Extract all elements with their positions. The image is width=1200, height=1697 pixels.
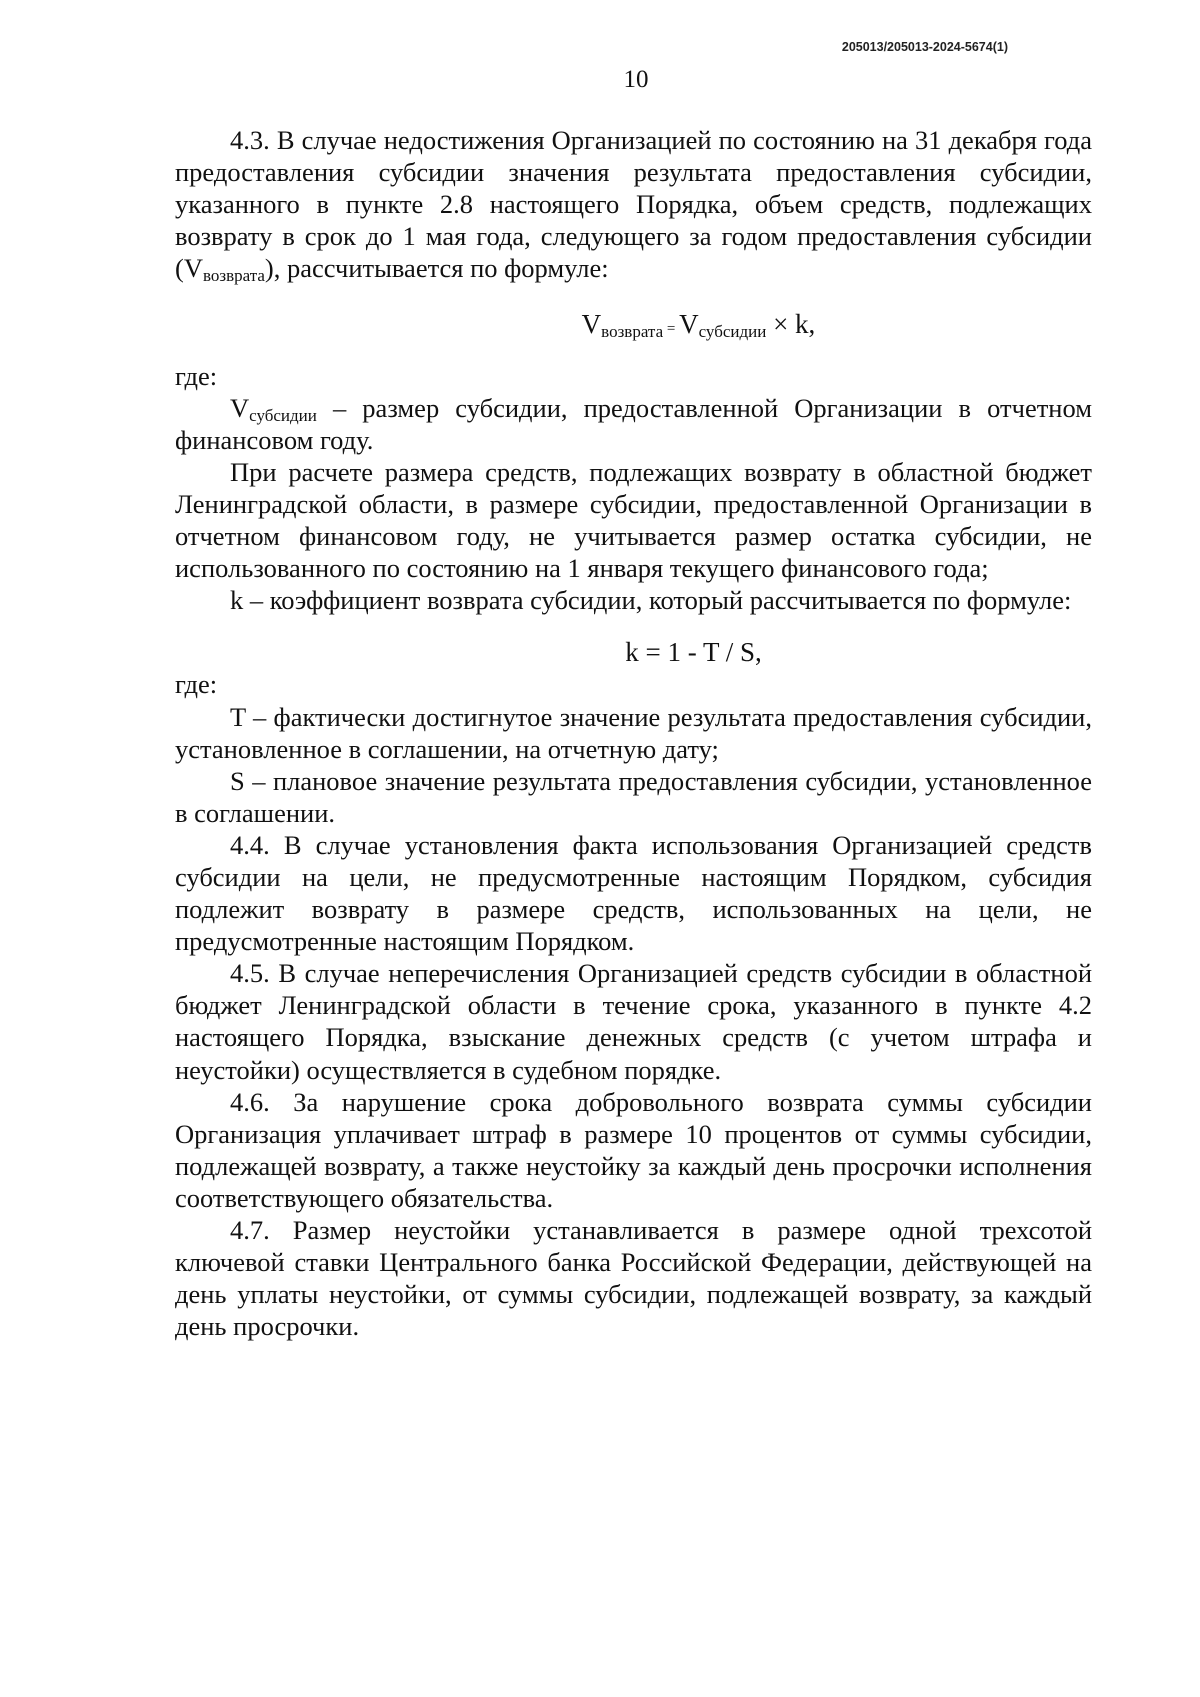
formula-k: k = 1 - T / S, <box>625 637 762 668</box>
formula-subscript: субсидии <box>698 322 767 342</box>
where-label: где: <box>175 360 218 391</box>
formula-variable: V <box>581 309 602 340</box>
paragraph-text: В случае недостижения Организацией по состоянию на 31 декабря года предоставления субсидии значения результата предоставления субсидии, указанного в пункте 2.8 настоящего Порядка, объем средств, подлежащих возврату в срок до 1 мая года, следующего за годом предоставления субсидии (V <box>175 125 1092 284</box>
document-id: 205013/205013-2024-5674(1) <box>841 40 1008 54</box>
definition-t: T – фактически достигнутое значение результата предоставления субсидии, установленное в соглашении, на отчетную дату; <box>175 701 1092 764</box>
formula-rest: × k, <box>766 309 816 340</box>
definition-subscript: субсидии <box>249 405 317 425</box>
definition-k: k – коэффициент возврата субсидии, который рассчитывается по формуле: <box>230 585 1072 616</box>
paragraph-4-6: 4.6. За нарушение срока добровольного возврата суммы субсидии Организация уплачивает штраф в размере 10 процентов от суммы субсидии, подлежащей возврату, а также неустойку за каждый день просрочки исполнения соответствующего обязательства. <box>175 1086 1092 1213</box>
formula-return-volume <box>175 308 1092 345</box>
subscript: возврата <box>202 266 265 286</box>
document-body <box>175 124 1092 1342</box>
paragraph-number: 4.3. <box>230 125 270 155</box>
page-number: 10 <box>623 66 649 93</box>
paragraph-text: ), рассчитывается по формуле: <box>264 253 609 284</box>
formula-subscript: возврата <box>601 322 664 342</box>
definition-text: – размер субсидии, предоставленной Организации в отчетном финансовом году. <box>175 392 1092 455</box>
paragraph-4-4: 4.4. В случае установления факта использования Организацией средств субсидии на цели, не предусмотренные настоящим Порядком, субсидия подлежит возврату в размере средств, использованных на цели, не предусмотренные настоящим Порядком. <box>175 829 1092 957</box>
calculation-note: При расчете размера средств, подлежащих возврату в областной бюджет Ленинградской области, в размере субсидии, предоставленной Организации в отчетном финансовом году, не учитывается размер остатка субсидии, не использованного по состоянию на 1 января текущего финансового года; <box>175 456 1092 584</box>
paragraph-4-7: 4.7. Размер неустойки устанавливается в размере одной трехсотой ключевой ставки Центрального банка Российской Федерации, действующей на день уплаты неустойки, от суммы субсидии, подлежащей возврату, за каждый день просрочки. <box>175 1215 1092 1342</box>
definition-v-subsidy <box>175 392 1092 456</box>
definition-s: S – плановое значение результата предоставления субсидии, установленное в соглашении. <box>175 765 1092 828</box>
paragraph-4-3 <box>175 124 1092 284</box>
formula-equals: = <box>663 321 680 338</box>
where-label: где: <box>175 669 218 700</box>
paragraph-4-5: 4.5. В случае неперечисления Организацией средств субсидии в областной бюджет Ленинградской области в течение срока, указанного в пункте 4.2 настоящего Порядка, взыскание денежных средств (с учетом штрафа и неустойки) осуществляется в судебном порядке. <box>175 958 1092 1085</box>
definition-variable: V <box>230 392 250 423</box>
formula-variable: V <box>679 309 699 340</box>
